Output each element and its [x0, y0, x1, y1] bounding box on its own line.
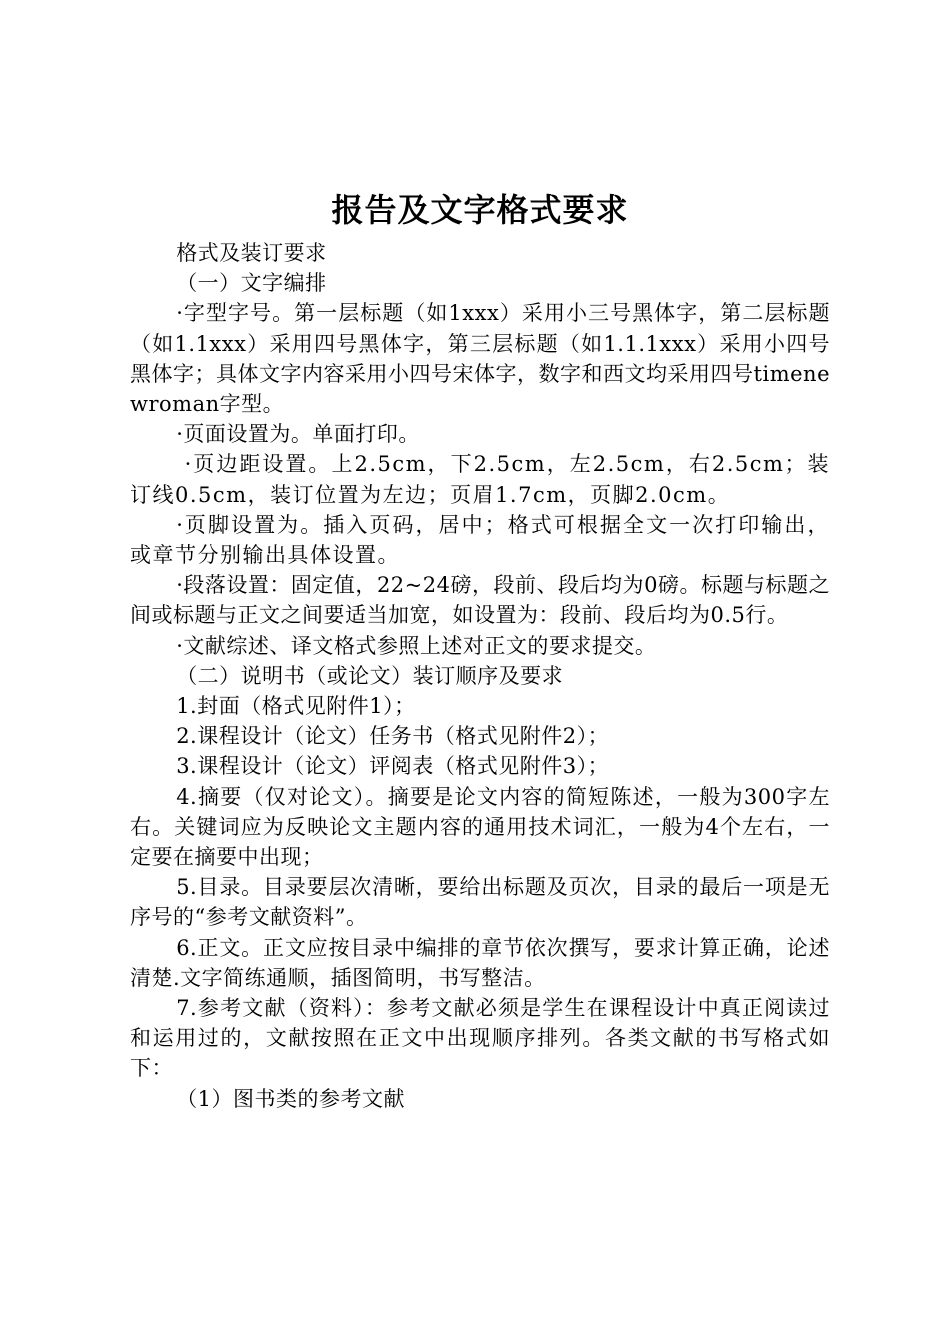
- paragraph-format-heading: 格式及装订要求: [176, 241, 327, 265]
- paragraph-section-one: （一）文字编排: [176, 271, 327, 296]
- paragraph-toc: 5.目录。目录要层次清晰，要给出标题及页次，目录的最后一项是无序号的“参考文献资料”。: [130, 875, 830, 930]
- paragraph-main-text: 6.正文。正文应按目录中编排的章节依次撰写，要求计算正确，论述清楚.文字简练通顺，插图简明，书写整洁。: [130, 935, 830, 990]
- paragraph-font-size: ·字型字号。第一层标题（如1xxx）采用小三号黑体字，第二层标题（如1.1xxx）采用四号黑体字，第三层标题（如1.1.1xxx）采用小四号黑体字；具体文字内容采用小四号宋体字，数字和西文均采用四号timenewroman字型。: [130, 301, 830, 417]
- paragraph-section-two: （二）说明书（或论文）装订顺序及要求: [176, 663, 564, 688]
- paragraph-literature-review: ·文献综述、译文格式参照上述对正文的要求提交。: [176, 633, 657, 658]
- paragraph-cover: 1.封面（格式见附件1）；: [176, 694, 416, 719]
- paragraph-references: 7.参考文献（资料）：参考文献必须是学生在课程设计中真正阅读过和运用过的，文献按照在正文中出现顺序排列。各类文献的书写格式如下：: [130, 996, 830, 1081]
- paragraph-task-book: 2.课程设计（论文）任务书（格式见附件2）；: [176, 724, 610, 749]
- document-body: [130, 188, 830, 1114]
- paragraph-spacing: ·段落设置：固定值，22~24磅，段前、段后均为0磅。标题与标题之间或标题与正文之间要适当加宽，如设置为：段前、段后均为0.5行。: [130, 573, 830, 628]
- paragraph-margins: ·页边距设置。上2.5cm，下2.5cm，左2.5cm，右2.5cm；装订线0.5cm，装订位置为左边；页眉1.7cm，页脚2.0cm。: [130, 452, 830, 507]
- document-title: 报告及文字格式要求: [331, 191, 629, 229]
- paragraph-review-form: 3.课程设计（论文）评阅表（格式见附件3）；: [176, 754, 610, 779]
- paragraph-footer: ·页脚设置为。插入页码，居中；格式可根据全文一次打印输出，或章节分别输出具体设置。: [130, 512, 830, 568]
- paragraph-abstract: 4.摘要（仅对论文）。摘要是论文内容的简短陈述，一般为300字左右。关键词应为反映论文主题内容的通用技术词汇，一般为4个左右，一定要在摘要中出现；: [130, 784, 830, 870]
- paragraph-page-setup: ·页面设置为。单面打印。: [176, 422, 420, 447]
- paragraph-book-references: （1）图书类的参考文献: [176, 1086, 406, 1111]
